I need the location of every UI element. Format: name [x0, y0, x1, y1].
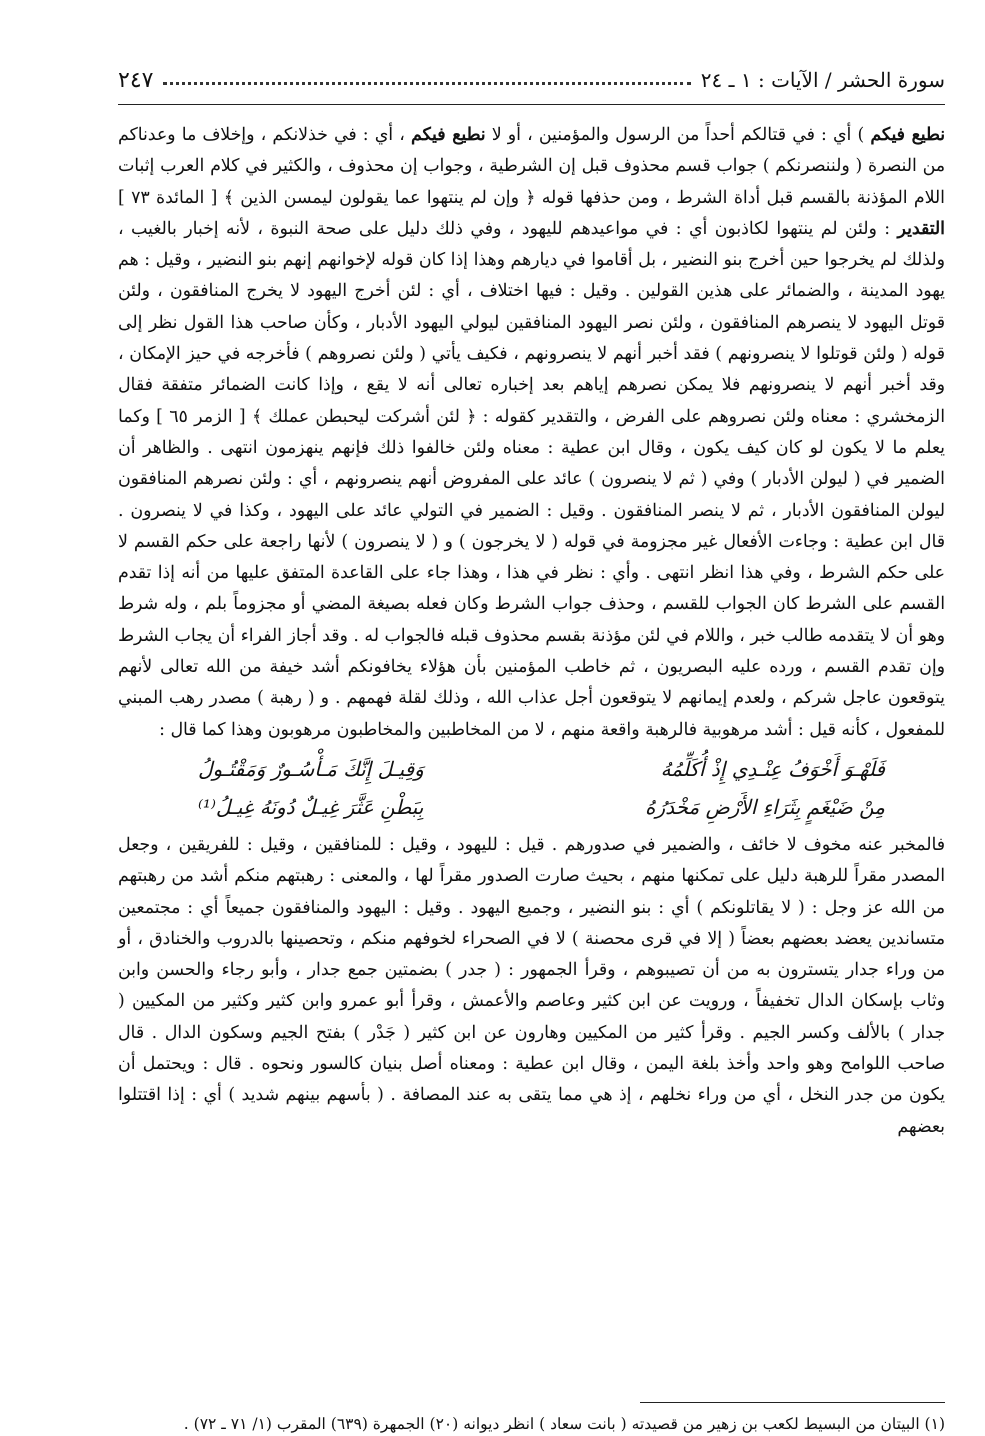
footnote-divider	[640, 1402, 945, 1403]
bold-term: التقدير	[897, 218, 945, 239]
footnote: (١) البيتان من البسيط لكعب بن زهير من قصيدته ( بانت سعاد ) انظر ديوانه (٢٠) الجمهرة (٦٣٩) المقرب (١/ ٧١ ـ ٧٢) .	[183, 1415, 945, 1433]
running-header	[118, 62, 945, 98]
poem-verse-2	[198, 788, 885, 826]
header-divider	[118, 104, 945, 105]
text-run: : ولئن لم ينتهوا لكاذبون أي : في مواعيدهم لليهود ، وفي ذلك دليل على صحة النبوة ، لأنه إخبار بالغيب ، ولذلك لم يخرجوا حين أخرج بنو النضير ، بل أقاموا في ديارهم وهذا إذا كان قوله لإخوانهم إنهم بنو النضير ، وقيل : هم يهود المدينة ، والضمائر على هذين القولين . وقيل : فيها اختلاف ، أي : لئن أخرج اليهود لا يخرج المنافقون ، ولئن قوتل اليهود لا ينصرهم المنافقون ، ولئن نصر اليهود المنافقين ليولي اليهود الأدبار ، وكأن صاحب هذا القول نظر إلى قوله ( ولئن قوتلوا لا ينصرونهم ) فقد أخبر أنهم لا ينصرونهم ، فكيف يأتي ( ولئن نصروهم ) فأخرجه في حيز الإمكان ، وقد أخبر أنهم لا ينصرونهم فلا يمكن نصرهم إياهم بعد إخباره تعالى أنه لا يقع ، وإذا كانت الضمائر متفقة فقال الزمخشري : معناه ولئن نصروهم على الفرض ، والتقدير كقوله : ﴿ لئن أشركت ليحبطن عملك ﴾ [ الزمر ٦٥ ] وكما يعلم ما لا يكون لو كان كيف يكون ، وقال ابن عطية : معناه ولئن خالفوا ذلك فإنهم ينهزمون انتهى . والظاهر أن الضمير في ( ليولن الأدبار ) وفي ( ثم لا ينصرون ) عائد على المفروض أنهم ينصرونهم ، أي : ولئن نصرهم المنافقون ليولن المنافقون الأدبار ، ثم لا ينصر المنافقون . وقيل : الضمير في التولي عائد على اليهود ، وكذا في لا ينصرون . قال ابن عطية : وجاءت الأفعال غير مجزومة في قوله ( لا يخرجون ) و ( لا ينصرون ) لأنها راجعة على حكم القسم لا على حكم الشرط ، وفي هذا انظر انتهى . وأي : نظر في هذا ، وهذا جاء على القاعدة المتفق عليها من أنه إذا تقدم القسم على الشرط كان الجواب للقسم ، وحذف جواب الشرط وكان فعله بصيغة المضي أو مجزوماً بلم ، وله شرط وهو أن لا يتقدمه طالب خبر ، واللام في لئن مؤذنة بقسم محذوف قبله فالجواب له . وقد أجاز الفراء أن يجاب الشرط وإن تقدم القسم ، ورده عليه البصريون ، ثم خاطب المؤمنين بأن هؤلاء يخافونكم أشد خيفة من الله تعالى لأنهم يتوقعون عاجل شركم ، ولعدم إيمانهم لا يتوقعون أجل عذاب الله ، وذلك لقلة فهمهم . و ( رهبة ) مصدر رهب المبني للمفعول ، كأنه قيل : أشد مرهوبية فالرهبة واقعة منهم ، لا من المخاطبين والمخاطبون مرهوبون وهذا كما قال :	[118, 218, 946, 740]
page-number: ٢٤٧	[118, 67, 154, 93]
poem-verse-2-first-hemistich: مِنْ ضَيْغَمٍ بِثَرَاءِ الأَرْضِ مَخْدَرُهُ	[645, 794, 885, 819]
poem-verse-1	[198, 750, 885, 788]
poem-verse-1-second-hemistich: وَقِيـلَ إِنَّكَ مَـأْسُـورٌ وَمَقْتُـولُ	[198, 756, 424, 781]
header-dot-leader	[163, 82, 690, 85]
text-run: فالمخبر عنه مخوف لا خائف ، والضمير في صدورهم . قيل : لليهود ، وقيل : للمنافقين ، وقيل : للفريقين ، وجعل المصدر مقراً للرهبة دليل على تمكنها منهم ، بحيث صارت الصدور مقراً لها ، والمعنى : رهبتهم منكم أشد من رهبتهم من الله عز وجل : ( لا يقاتلونكم ) أي : بنو النضير ، وجميع اليهود . وقيل : اليهود والمنافقون جميعاً أي : مجتمعين متساندين يعضد بعضهم بعضاً ( إلا في قرى محصنة ) لا في الصحراء لخوفهم منكم ، وتحصينها بالدروب والخنادق ، أو من وراء جدار يتسترون به من أن تصيبوهم ، وقرأ الجمهور : ( جدر ) بضمتين جمع جدار ، وأبو رجاء والحسن وابن وثاب بإسكان الدال تخفيفاً ، ورويت عن ابن كثير وعاصم والأعمش ، وقرأ أبو عمرو وابن كثير وكثير من المكيين ( جدار ) بالألف وكسر الجيم . وقرأ كثير من المكيين وهارون عن ابن كثير ( جَدْر ) بفتح الجيم وسكون الدال . قال صاحب اللوامح وهو واحد وأخذ بلغة اليمن ، وقال ابن عطية : ومعناه أصل بنيان كالسور ونحوه . قال : ويحتمل أن يكون من جدر النخل ، أي من وراء نخلهم ، إذ هي مما يتقى به عند المصافة . ( بأسهم بينهم شديد ) أي : إذا اقتتلوا بعضهم	[118, 834, 945, 1137]
bold-term: نطيع فيكم	[411, 125, 486, 145]
poem-verse-1-first-hemistich: فَلَهْـوَ أَخْوَفُ عِنْـدِي إِذْ أُكَلِّمُهُ	[660, 756, 885, 781]
bold-term: نطيع فيكم	[870, 125, 946, 145]
body-paragraph-1	[118, 120, 945, 746]
main-text	[118, 120, 945, 1143]
header-title: سورة الحشر / الآيات : ١ ـ ٢٤	[700, 68, 945, 92]
poem-block	[118, 750, 945, 826]
text-run: ) أي : في قتالكم أحداً من الرسول والمؤمنين ، أو لا	[485, 125, 871, 145]
poem-verse-2-second-hemistich: بِبَطْنِ عَثَّرَ غِيـلٌ دُونَهُ غِيـلُ⁽¹⁾	[198, 794, 424, 819]
text-run: ، أي : في خذلانكم ، وإخلاف ما وعدناكم من النصرة ( ولننصرنكم ) جواب قسم محذوف قبل إن الشرطية ، وجواب إن محذوف ، والكثير في كلام العرب إثبات اللام المؤذنة بالقسم قبل أداة الشرط ، ومن حذفها قوله ﴿ وإن لم ينتهوا عما يقولون ليمسن الذين ﴾ [ المائدة ٧٣ ]	[118, 125, 945, 208]
body-paragraph-2	[118, 830, 945, 1143]
